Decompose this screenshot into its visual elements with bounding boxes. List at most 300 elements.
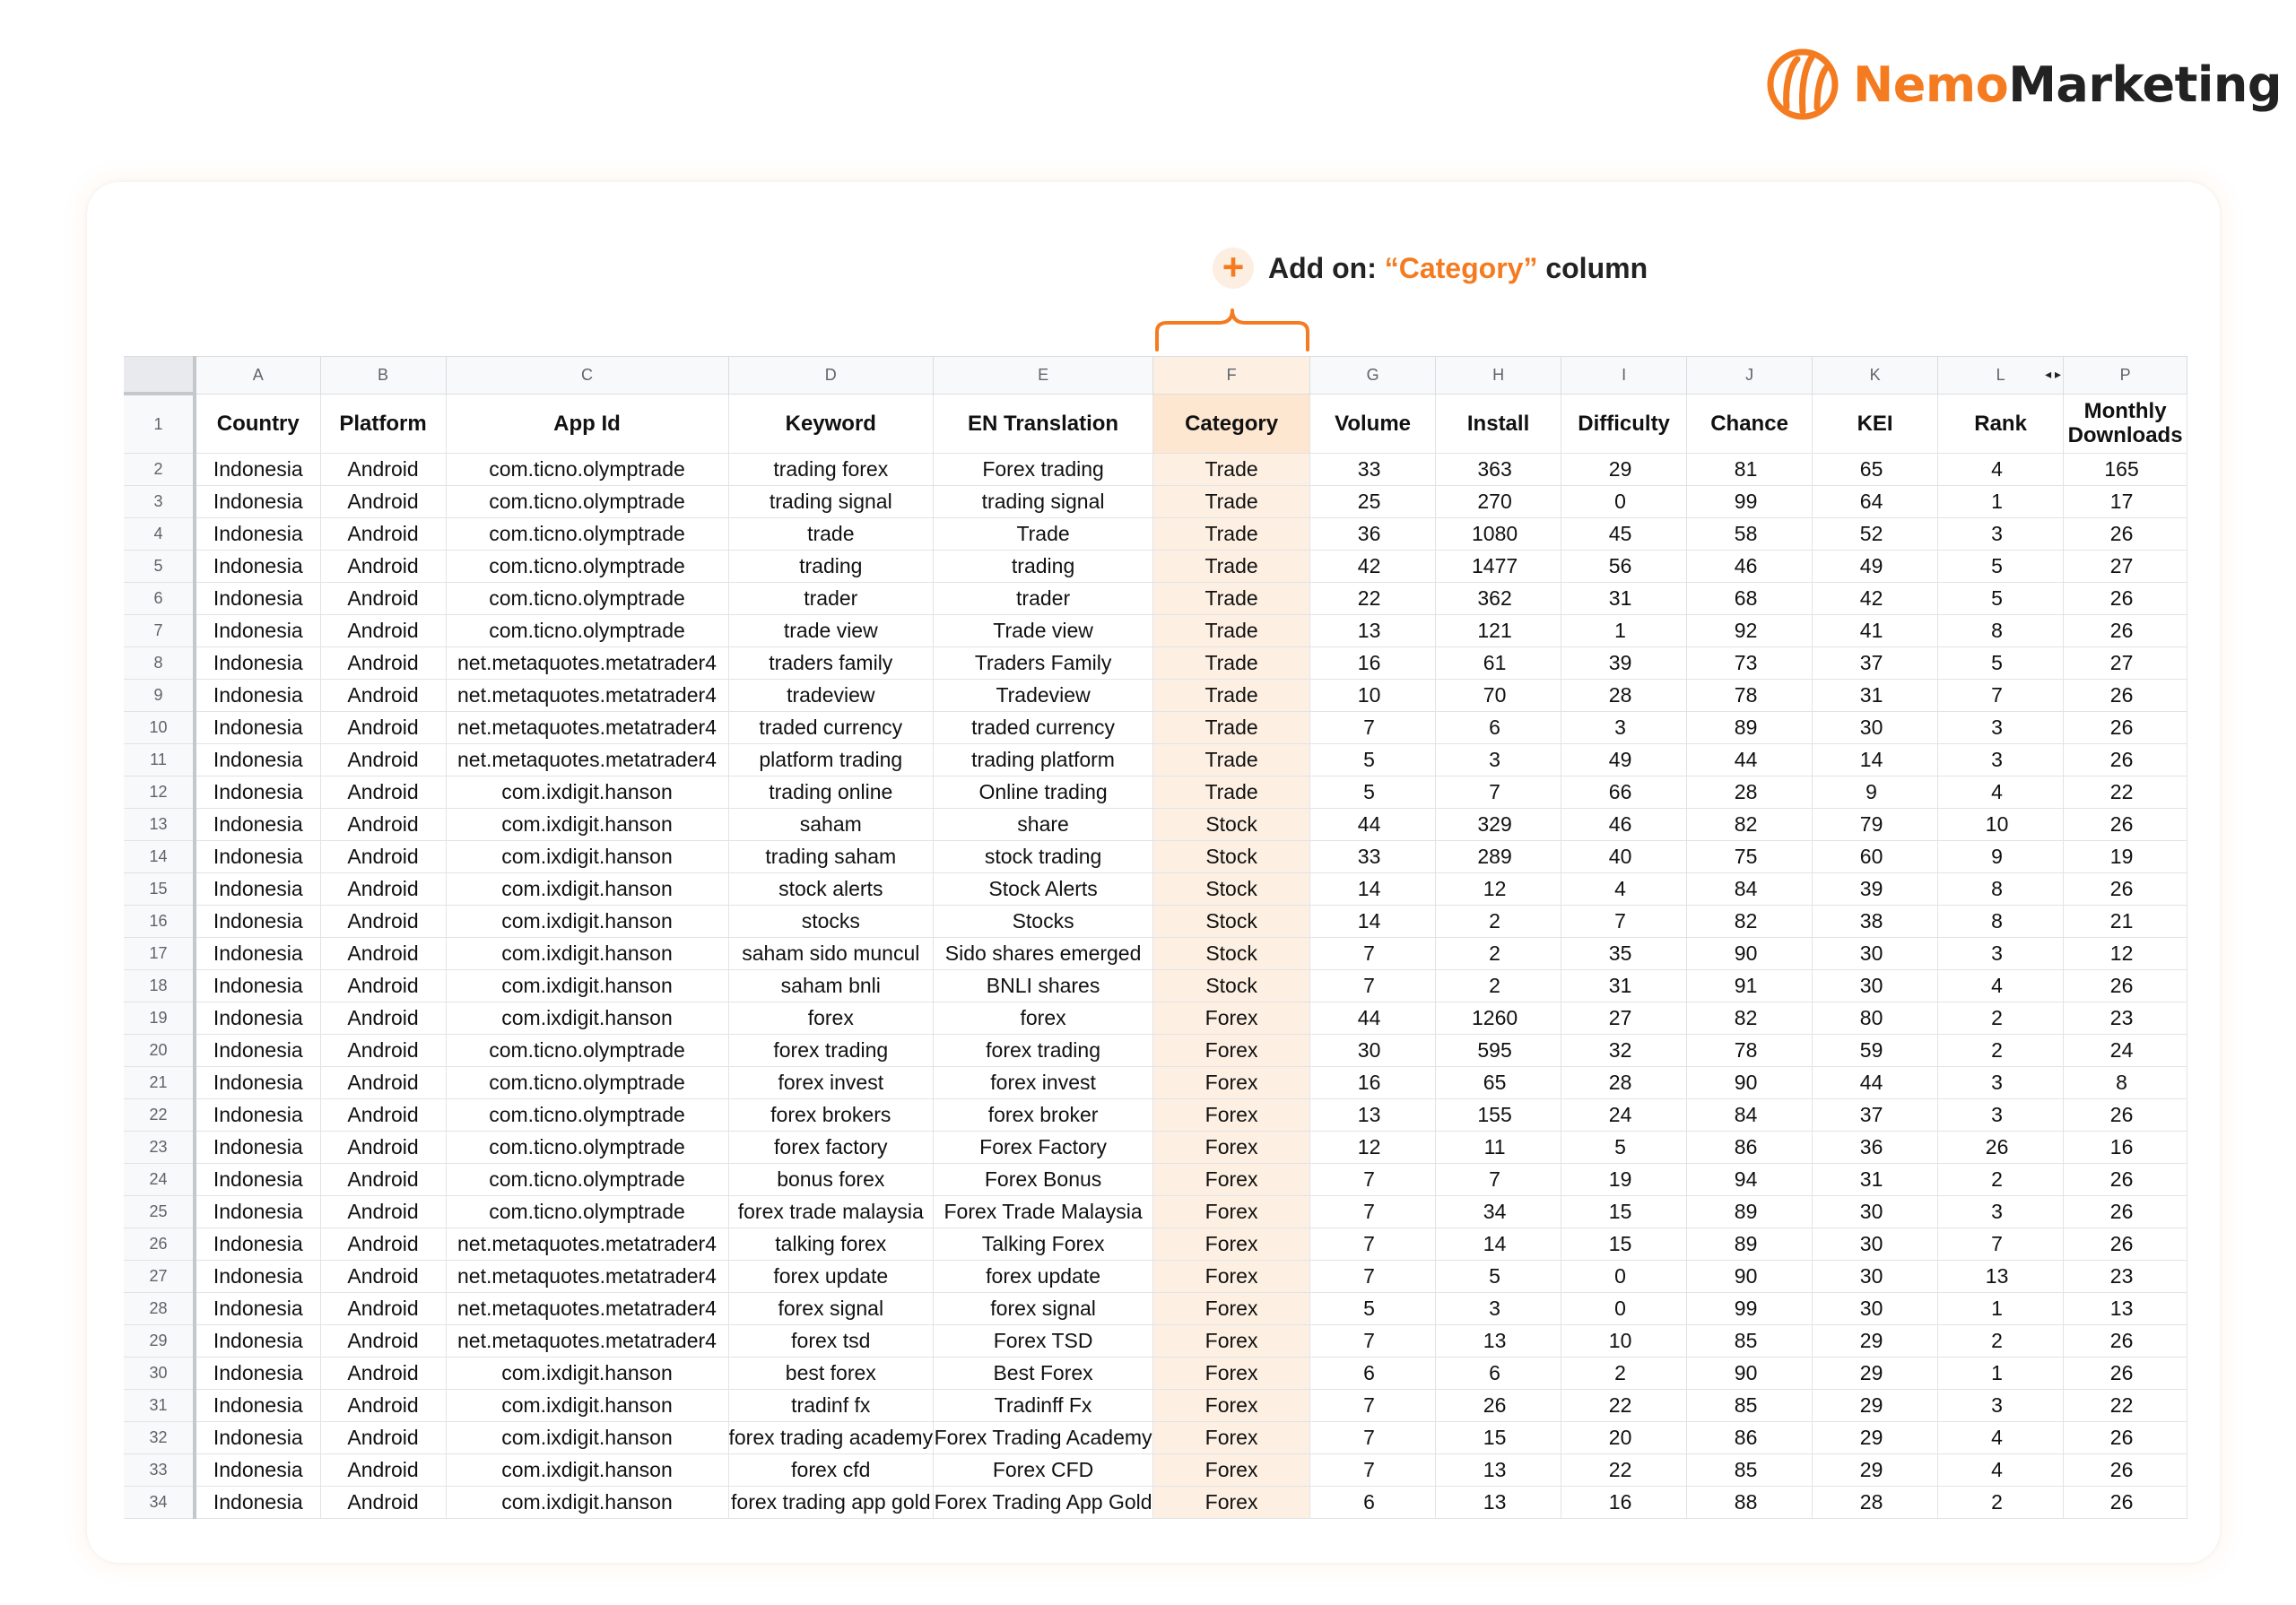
cell-keyword[interactable]: saham	[728, 809, 934, 841]
cell-rank[interactable]: 4	[1938, 454, 2064, 486]
cell-category[interactable]: Stock	[1153, 970, 1310, 1002]
cell-difficulty[interactable]: 24	[1561, 1099, 1687, 1132]
cell-kei[interactable]: 29	[1813, 1358, 1938, 1390]
cell-monthly-downloads[interactable]: 26	[2064, 1325, 2187, 1358]
cell-app-id[interactable]: com.ticno.olymptrade	[446, 1035, 728, 1067]
cell-category[interactable]: Trade	[1153, 647, 1310, 680]
cell-rank[interactable]: 10	[1938, 809, 2064, 841]
cell-difficulty[interactable]: 35	[1561, 938, 1687, 970]
cell-volume[interactable]: 10	[1310, 680, 1436, 712]
cell-app-id[interactable]: com.ticno.olymptrade	[446, 1067, 728, 1099]
cell-keyword[interactable]: forex	[728, 1002, 934, 1035]
cell-monthly-downloads[interactable]: 26	[2064, 1164, 2187, 1196]
cell-category[interactable]: Trade	[1153, 486, 1310, 518]
cell-monthly-downloads[interactable]: 26	[2064, 615, 2187, 647]
cell-install[interactable]: 1260	[1436, 1002, 1561, 1035]
cell-monthly-downloads[interactable]: 23	[2064, 1002, 2187, 1035]
cell-install[interactable]: 289	[1436, 841, 1561, 873]
cell-category[interactable]: Forex	[1153, 1422, 1310, 1454]
cell-difficulty[interactable]: 22	[1561, 1390, 1687, 1422]
cell-app-id[interactable]: com.ixdigit.hanson	[446, 938, 728, 970]
cell-chance[interactable]: 86	[1687, 1422, 1813, 1454]
cell-platform[interactable]: Android	[320, 809, 446, 841]
cell-platform[interactable]: Android	[320, 1228, 446, 1261]
cell-chance[interactable]: 28	[1687, 776, 1813, 809]
cell-volume[interactable]: 22	[1310, 583, 1436, 615]
cell-en-translation[interactable]: Forex Trading App Gold	[934, 1487, 1153, 1519]
cell-app-id[interactable]: com.ixdigit.hanson	[446, 776, 728, 809]
cell-chance[interactable]: 58	[1687, 518, 1813, 551]
cell-chance[interactable]: 82	[1687, 809, 1813, 841]
header-kei[interactable]: KEI	[1813, 394, 1938, 454]
cell-rank[interactable]: 1	[1938, 1293, 2064, 1325]
cell-install[interactable]: 61	[1436, 647, 1561, 680]
column-letter-j[interactable]: J	[1687, 357, 1813, 395]
header-difficulty[interactable]: Difficulty	[1561, 394, 1687, 454]
cell-rank[interactable]: 8	[1938, 615, 2064, 647]
cell-install[interactable]: 6	[1436, 712, 1561, 744]
cell-rank[interactable]: 4	[1938, 776, 2064, 809]
cell-kei[interactable]: 9	[1813, 776, 1938, 809]
cell-app-id[interactable]: com.ixdigit.hanson	[446, 1002, 728, 1035]
header-platform[interactable]: Platform	[320, 394, 446, 454]
row-number[interactable]: 34	[124, 1487, 195, 1519]
cell-app-id[interactable]: com.ticno.olymptrade	[446, 615, 728, 647]
cell-app-id[interactable]: com.ixdigit.hanson	[446, 1390, 728, 1422]
cell-install[interactable]: 15	[1436, 1422, 1561, 1454]
cell-platform[interactable]: Android	[320, 486, 446, 518]
cell-en-translation[interactable]: Tradeview	[934, 680, 1153, 712]
cell-monthly-downloads[interactable]: 24	[2064, 1035, 2187, 1067]
cell-country[interactable]: Indonesia	[195, 1390, 320, 1422]
cell-volume[interactable]: 7	[1310, 1422, 1436, 1454]
cell-category[interactable]: Stock	[1153, 906, 1310, 938]
cell-country[interactable]: Indonesia	[195, 1132, 320, 1164]
cell-rank[interactable]: 2	[1938, 1325, 2064, 1358]
cell-difficulty[interactable]: 5	[1561, 1132, 1687, 1164]
cell-en-translation[interactable]: Online trading	[934, 776, 1153, 809]
cell-rank[interactable]: 4	[1938, 1422, 2064, 1454]
cell-chance[interactable]: 78	[1687, 680, 1813, 712]
cell-rank[interactable]: 8	[1938, 906, 2064, 938]
cell-country[interactable]: Indonesia	[195, 518, 320, 551]
cell-monthly-downloads[interactable]: 26	[2064, 1487, 2187, 1519]
cell-kei[interactable]: 30	[1813, 938, 1938, 970]
cell-app-id[interactable]: com.ixdigit.hanson	[446, 970, 728, 1002]
cell-monthly-downloads[interactable]: 26	[2064, 1228, 2187, 1261]
cell-country[interactable]: Indonesia	[195, 486, 320, 518]
cell-chance[interactable]: 85	[1687, 1325, 1813, 1358]
cell-volume[interactable]: 5	[1310, 776, 1436, 809]
cell-monthly-downloads[interactable]: 26	[2064, 744, 2187, 776]
cell-keyword[interactable]: forex trading app gold	[728, 1487, 934, 1519]
cell-monthly-downloads[interactable]: 19	[2064, 841, 2187, 873]
cell-en-translation[interactable]: Forex Trading Academy	[934, 1422, 1153, 1454]
cell-en-translation[interactable]: trading signal	[934, 486, 1153, 518]
select-all-corner[interactable]	[124, 357, 195, 395]
cell-platform[interactable]: Android	[320, 1196, 446, 1228]
row-number[interactable]: 29	[124, 1325, 195, 1358]
cell-difficulty[interactable]: 66	[1561, 776, 1687, 809]
cell-chance[interactable]: 99	[1687, 1293, 1813, 1325]
cell-en-translation[interactable]: Best Forex	[934, 1358, 1153, 1390]
cell-country[interactable]: Indonesia	[195, 744, 320, 776]
cell-kei[interactable]: 30	[1813, 1196, 1938, 1228]
cell-kei[interactable]: 44	[1813, 1067, 1938, 1099]
cell-keyword[interactable]: saham bnli	[728, 970, 934, 1002]
cell-volume[interactable]: 44	[1310, 1002, 1436, 1035]
header-app-id[interactable]: App Id	[446, 394, 728, 454]
cell-difficulty[interactable]: 20	[1561, 1422, 1687, 1454]
cell-keyword[interactable]: tradeview	[728, 680, 934, 712]
cell-keyword[interactable]: trader	[728, 583, 934, 615]
column-letter-i[interactable]: I	[1561, 357, 1687, 395]
cell-keyword[interactable]: best forex	[728, 1358, 934, 1390]
cell-install[interactable]: 3	[1436, 1293, 1561, 1325]
cell-difficulty[interactable]: 56	[1561, 551, 1687, 583]
cell-app-id[interactable]: com.ticno.olymptrade	[446, 1164, 728, 1196]
cell-volume[interactable]: 42	[1310, 551, 1436, 583]
cell-volume[interactable]: 12	[1310, 1132, 1436, 1164]
cell-difficulty[interactable]: 4	[1561, 873, 1687, 906]
cell-kei[interactable]: 36	[1813, 1132, 1938, 1164]
cell-chance[interactable]: 44	[1687, 744, 1813, 776]
cell-rank[interactable]: 7	[1938, 1228, 2064, 1261]
cell-install[interactable]: 6	[1436, 1358, 1561, 1390]
cell-kei[interactable]: 39	[1813, 873, 1938, 906]
cell-en-translation[interactable]: Forex TSD	[934, 1325, 1153, 1358]
header-country[interactable]: Country	[195, 394, 320, 454]
cell-kei[interactable]: 65	[1813, 454, 1938, 486]
cell-en-translation[interactable]: Forex Bonus	[934, 1164, 1153, 1196]
cell-rank[interactable]: 3	[1938, 1390, 2064, 1422]
cell-monthly-downloads[interactable]: 26	[2064, 809, 2187, 841]
cell-install[interactable]: 7	[1436, 1164, 1561, 1196]
cell-country[interactable]: Indonesia	[195, 1099, 320, 1132]
cell-category[interactable]: Trade	[1153, 615, 1310, 647]
cell-app-id[interactable]: com.ixdigit.hanson	[446, 873, 728, 906]
cell-difficulty[interactable]: 49	[1561, 744, 1687, 776]
cell-platform[interactable]: Android	[320, 583, 446, 615]
cell-country[interactable]: Indonesia	[195, 551, 320, 583]
cell-difficulty[interactable]: 0	[1561, 1293, 1687, 1325]
column-letter-e[interactable]: E	[934, 357, 1153, 395]
cell-app-id[interactable]: com.ixdigit.hanson	[446, 809, 728, 841]
row-number[interactable]: 16	[124, 906, 195, 938]
header-category[interactable]: Category	[1153, 394, 1310, 454]
cell-platform[interactable]: Android	[320, 1487, 446, 1519]
cell-platform[interactable]: Android	[320, 1002, 446, 1035]
cell-platform[interactable]: Android	[320, 841, 446, 873]
cell-country[interactable]: Indonesia	[195, 1196, 320, 1228]
cell-country[interactable]: Indonesia	[195, 1035, 320, 1067]
cell-app-id[interactable]: com.ticno.olymptrade	[446, 1132, 728, 1164]
cell-keyword[interactable]: forex update	[728, 1261, 934, 1293]
cell-country[interactable]: Indonesia	[195, 938, 320, 970]
cell-volume[interactable]: 33	[1310, 454, 1436, 486]
cell-kei[interactable]: 60	[1813, 841, 1938, 873]
cell-difficulty[interactable]: 7	[1561, 906, 1687, 938]
cell-chance[interactable]: 85	[1687, 1454, 1813, 1487]
cell-volume[interactable]: 30	[1310, 1035, 1436, 1067]
cell-en-translation[interactable]: Forex Trade Malaysia	[934, 1196, 1153, 1228]
cell-rank[interactable]: 3	[1938, 1196, 2064, 1228]
cell-platform[interactable]: Android	[320, 680, 446, 712]
cell-rank[interactable]: 2	[1938, 1002, 2064, 1035]
row-number[interactable]: 33	[124, 1454, 195, 1487]
cell-volume[interactable]: 7	[1310, 1390, 1436, 1422]
cell-keyword[interactable]: forex invest	[728, 1067, 934, 1099]
cell-kei[interactable]: 28	[1813, 1487, 1938, 1519]
cell-category[interactable]: Forex	[1153, 1228, 1310, 1261]
cell-category[interactable]: Trade	[1153, 518, 1310, 551]
cell-app-id[interactable]: net.metaquotes.metatrader4	[446, 1228, 728, 1261]
cell-volume[interactable]: 14	[1310, 873, 1436, 906]
cell-country[interactable]: Indonesia	[195, 454, 320, 486]
row-number[interactable]: 19	[124, 1002, 195, 1035]
cell-volume[interactable]: 7	[1310, 970, 1436, 1002]
row-number[interactable]: 9	[124, 680, 195, 712]
cell-difficulty[interactable]: 40	[1561, 841, 1687, 873]
cell-en-translation[interactable]: Stocks	[934, 906, 1153, 938]
cell-en-translation[interactable]: share	[934, 809, 1153, 841]
cell-platform[interactable]: Android	[320, 712, 446, 744]
cell-category[interactable]: Forex	[1153, 1325, 1310, 1358]
cell-category[interactable]: Stock	[1153, 873, 1310, 906]
cell-monthly-downloads[interactable]: 26	[2064, 680, 2187, 712]
cell-category[interactable]: Forex	[1153, 1035, 1310, 1067]
cell-en-translation[interactable]: Traders Family	[934, 647, 1153, 680]
cell-kei[interactable]: 29	[1813, 1325, 1938, 1358]
cell-rank[interactable]: 3	[1938, 712, 2064, 744]
cell-platform[interactable]: Android	[320, 1454, 446, 1487]
cell-app-id[interactable]: com.ixdigit.hanson	[446, 1422, 728, 1454]
column-letter-a[interactable]: A	[195, 357, 320, 395]
cell-country[interactable]: Indonesia	[195, 1422, 320, 1454]
row-number[interactable]: 2	[124, 454, 195, 486]
cell-keyword[interactable]: trading online	[728, 776, 934, 809]
cell-install[interactable]: 270	[1436, 486, 1561, 518]
cell-monthly-downloads[interactable]: 26	[2064, 970, 2187, 1002]
cell-monthly-downloads[interactable]: 22	[2064, 1390, 2187, 1422]
cell-platform[interactable]: Android	[320, 1261, 446, 1293]
cell-volume[interactable]: 44	[1310, 809, 1436, 841]
cell-kei[interactable]: 30	[1813, 712, 1938, 744]
cell-volume[interactable]: 33	[1310, 841, 1436, 873]
cell-chance[interactable]: 90	[1687, 1358, 1813, 1390]
cell-difficulty[interactable]: 45	[1561, 518, 1687, 551]
row-number[interactable]: 4	[124, 518, 195, 551]
cell-rank[interactable]: 4	[1938, 1454, 2064, 1487]
cell-volume[interactable]: 7	[1310, 712, 1436, 744]
cell-difficulty[interactable]: 3	[1561, 712, 1687, 744]
row-number[interactable]: 3	[124, 486, 195, 518]
cell-chance[interactable]: 90	[1687, 1261, 1813, 1293]
cell-volume[interactable]: 13	[1310, 1099, 1436, 1132]
cell-category[interactable]: Forex	[1153, 1487, 1310, 1519]
cell-country[interactable]: Indonesia	[195, 1487, 320, 1519]
row-number[interactable]: 1	[124, 394, 195, 454]
cell-keyword[interactable]: stocks	[728, 906, 934, 938]
cell-rank[interactable]: 8	[1938, 873, 2064, 906]
cell-volume[interactable]: 7	[1310, 1325, 1436, 1358]
column-letter-g[interactable]: G	[1310, 357, 1436, 395]
cell-country[interactable]: Indonesia	[195, 680, 320, 712]
cell-app-id[interactable]: com.ixdigit.hanson	[446, 906, 728, 938]
cell-rank[interactable]: 2	[1938, 1164, 2064, 1196]
cell-category[interactable]: Trade	[1153, 551, 1310, 583]
cell-platform[interactable]: Android	[320, 873, 446, 906]
row-number[interactable]: 12	[124, 776, 195, 809]
cell-rank[interactable]: 26	[1938, 1132, 2064, 1164]
cell-volume[interactable]: 5	[1310, 1293, 1436, 1325]
cell-chance[interactable]: 46	[1687, 551, 1813, 583]
cell-country[interactable]: Indonesia	[195, 1228, 320, 1261]
cell-platform[interactable]: Android	[320, 551, 446, 583]
cell-platform[interactable]: Android	[320, 906, 446, 938]
cell-en-translation[interactable]: forex update	[934, 1261, 1153, 1293]
cell-monthly-downloads[interactable]: 26	[2064, 1099, 2187, 1132]
cell-app-id[interactable]: net.metaquotes.metatrader4	[446, 1325, 728, 1358]
cell-category[interactable]: Trade	[1153, 583, 1310, 615]
cell-difficulty[interactable]: 27	[1561, 1002, 1687, 1035]
row-number[interactable]: 27	[124, 1261, 195, 1293]
cell-volume[interactable]: 7	[1310, 1196, 1436, 1228]
cell-difficulty[interactable]: 31	[1561, 970, 1687, 1002]
cell-chance[interactable]: 94	[1687, 1164, 1813, 1196]
cell-kei[interactable]: 31	[1813, 1164, 1938, 1196]
cell-platform[interactable]: Android	[320, 1358, 446, 1390]
cell-difficulty[interactable]: 46	[1561, 809, 1687, 841]
cell-chance[interactable]: 92	[1687, 615, 1813, 647]
cell-country[interactable]: Indonesia	[195, 1002, 320, 1035]
cell-install[interactable]: 1477	[1436, 551, 1561, 583]
cell-rank[interactable]: 7	[1938, 680, 2064, 712]
cell-kei[interactable]: 80	[1813, 1002, 1938, 1035]
cell-difficulty[interactable]: 28	[1561, 1067, 1687, 1099]
cell-en-translation[interactable]: forex broker	[934, 1099, 1153, 1132]
cell-en-translation[interactable]: forex	[934, 1002, 1153, 1035]
cell-category[interactable]: Stock	[1153, 938, 1310, 970]
cell-difficulty[interactable]: 0	[1561, 486, 1687, 518]
cell-kei[interactable]: 29	[1813, 1454, 1938, 1487]
cell-install[interactable]: 13	[1436, 1454, 1561, 1487]
cell-en-translation[interactable]: stock trading	[934, 841, 1153, 873]
cell-rank[interactable]: 3	[1938, 938, 2064, 970]
cell-app-id[interactable]: net.metaquotes.metatrader4	[446, 744, 728, 776]
cell-keyword[interactable]: traders family	[728, 647, 934, 680]
cell-monthly-downloads[interactable]: 26	[2064, 1358, 2187, 1390]
hidden-columns-arrows-icon[interactable]: ◂ ▸	[2045, 367, 2062, 381]
cell-country[interactable]: Indonesia	[195, 615, 320, 647]
cell-chance[interactable]: 91	[1687, 970, 1813, 1002]
cell-platform[interactable]: Android	[320, 744, 446, 776]
cell-rank[interactable]: 3	[1938, 1099, 2064, 1132]
cell-en-translation[interactable]: Stock Alerts	[934, 873, 1153, 906]
cell-chance[interactable]: 99	[1687, 486, 1813, 518]
cell-volume[interactable]: 16	[1310, 1067, 1436, 1099]
cell-chance[interactable]: 68	[1687, 583, 1813, 615]
cell-category[interactable]: Forex	[1153, 1293, 1310, 1325]
cell-keyword[interactable]: forex trading	[728, 1035, 934, 1067]
cell-kei[interactable]: 29	[1813, 1390, 1938, 1422]
row-number[interactable]: 31	[124, 1390, 195, 1422]
cell-keyword[interactable]: talking forex	[728, 1228, 934, 1261]
cell-category[interactable]: Forex	[1153, 1099, 1310, 1132]
cell-kei[interactable]: 37	[1813, 1099, 1938, 1132]
cell-monthly-downloads[interactable]: 13	[2064, 1293, 2187, 1325]
row-number[interactable]: 17	[124, 938, 195, 970]
cell-platform[interactable]: Android	[320, 1390, 446, 1422]
cell-en-translation[interactable]: Trade view	[934, 615, 1153, 647]
cell-category[interactable]: Forex	[1153, 1358, 1310, 1390]
cell-volume[interactable]: 6	[1310, 1358, 1436, 1390]
cell-difficulty[interactable]: 10	[1561, 1325, 1687, 1358]
cell-monthly-downloads[interactable]: 22	[2064, 776, 2187, 809]
row-number[interactable]: 26	[124, 1228, 195, 1261]
cell-install[interactable]: 121	[1436, 615, 1561, 647]
cell-install[interactable]: 2	[1436, 970, 1561, 1002]
cell-monthly-downloads[interactable]: 21	[2064, 906, 2187, 938]
cell-category[interactable]: Trade	[1153, 744, 1310, 776]
cell-category[interactable]: Trade	[1153, 712, 1310, 744]
cell-country[interactable]: Indonesia	[195, 712, 320, 744]
cell-category[interactable]: Forex	[1153, 1454, 1310, 1487]
cell-keyword[interactable]: trade	[728, 518, 934, 551]
cell-app-id[interactable]: net.metaquotes.metatrader4	[446, 712, 728, 744]
cell-app-id[interactable]: com.ticno.olymptrade	[446, 518, 728, 551]
cell-volume[interactable]: 7	[1310, 938, 1436, 970]
cell-kei[interactable]: 38	[1813, 906, 1938, 938]
row-number[interactable]: 13	[124, 809, 195, 841]
cell-country[interactable]: Indonesia	[195, 583, 320, 615]
cell-rank[interactable]: 3	[1938, 1067, 2064, 1099]
cell-monthly-downloads[interactable]: 8	[2064, 1067, 2187, 1099]
cell-rank[interactable]: 2	[1938, 1035, 2064, 1067]
cell-keyword[interactable]: trading	[728, 551, 934, 583]
cell-install[interactable]: 65	[1436, 1067, 1561, 1099]
cell-country[interactable]: Indonesia	[195, 970, 320, 1002]
cell-rank[interactable]: 9	[1938, 841, 2064, 873]
cell-monthly-downloads[interactable]: 17	[2064, 486, 2187, 518]
header-volume[interactable]: Volume	[1310, 394, 1436, 454]
cell-chance[interactable]: 84	[1687, 873, 1813, 906]
cell-app-id[interactable]: com.ticno.olymptrade	[446, 551, 728, 583]
cell-country[interactable]: Indonesia	[195, 809, 320, 841]
cell-kei[interactable]: 30	[1813, 1293, 1938, 1325]
cell-install[interactable]: 34	[1436, 1196, 1561, 1228]
cell-rank[interactable]: 1	[1938, 486, 2064, 518]
cell-keyword[interactable]: trading forex	[728, 454, 934, 486]
cell-platform[interactable]: Android	[320, 1099, 446, 1132]
cell-en-translation[interactable]: Forex trading	[934, 454, 1153, 486]
cell-en-translation[interactable]: traded currency	[934, 712, 1153, 744]
cell-platform[interactable]: Android	[320, 1164, 446, 1196]
cell-difficulty[interactable]: 31	[1561, 583, 1687, 615]
cell-kei[interactable]: 31	[1813, 680, 1938, 712]
row-number[interactable]: 6	[124, 583, 195, 615]
cell-chance[interactable]: 82	[1687, 906, 1813, 938]
cell-rank[interactable]: 5	[1938, 551, 2064, 583]
cell-app-id[interactable]: com.ixdigit.hanson	[446, 1454, 728, 1487]
cell-rank[interactable]: 13	[1938, 1261, 2064, 1293]
row-number[interactable]: 8	[124, 647, 195, 680]
cell-app-id[interactable]: com.ticno.olymptrade	[446, 1196, 728, 1228]
cell-country[interactable]: Indonesia	[195, 873, 320, 906]
cell-chance[interactable]: 78	[1687, 1035, 1813, 1067]
cell-install[interactable]: 14	[1436, 1228, 1561, 1261]
header-monthly-downloads[interactable]: Monthly Downloads	[2064, 394, 2187, 454]
